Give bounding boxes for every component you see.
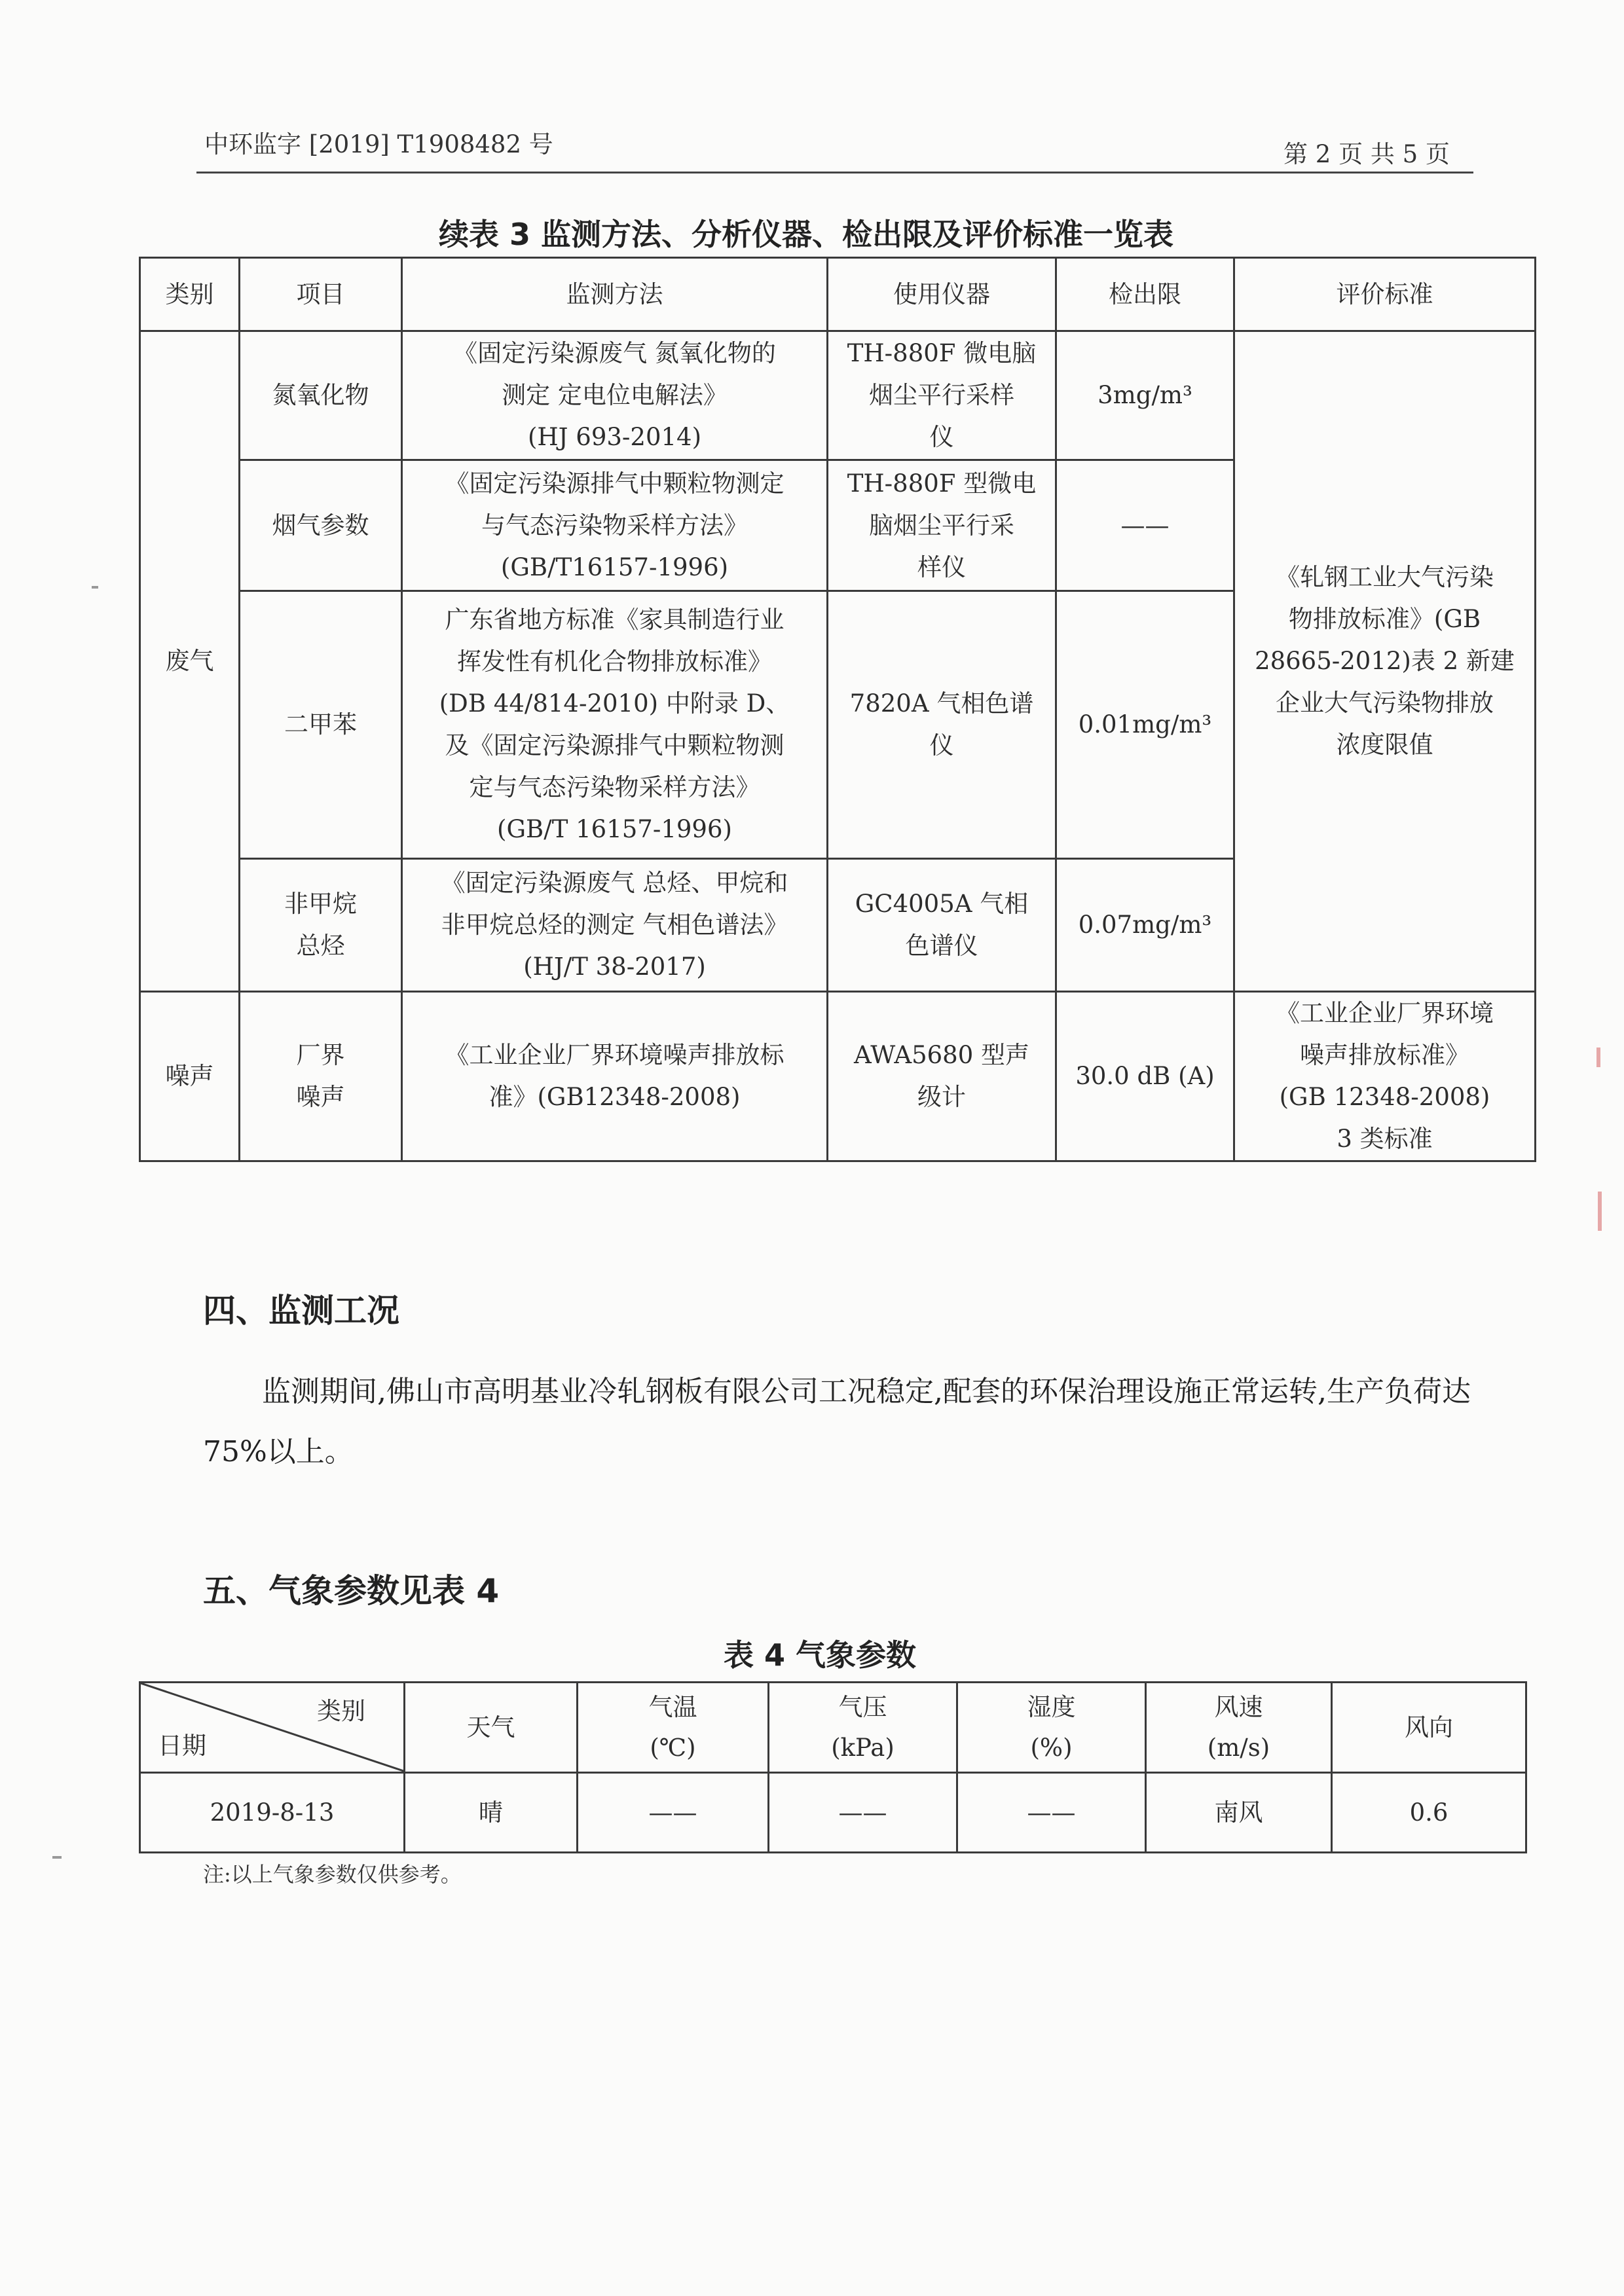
header-instrument: 使用仪器	[828, 258, 1056, 331]
header-line: 湿度	[1027, 1692, 1076, 1721]
standard-line: 浓度限值	[1336, 731, 1433, 759]
header-line: 气温	[648, 1692, 697, 1721]
corner-category-label: 类别	[317, 1697, 365, 1725]
table3-title: 续表 3 监测方法、分析仪器、检出限及评价标准一览表	[439, 217, 1174, 252]
standard-line: 28665-2012)表 2 新建	[1255, 647, 1515, 675]
section4-heading: 四、监测工况	[203, 1292, 399, 1330]
item-cell	[240, 992, 402, 1161]
method-cell	[402, 859, 828, 992]
header-category: 类别	[140, 258, 240, 331]
table4-header-row	[140, 1683, 1526, 1773]
wind-direction-cell: 0.6	[1332, 1773, 1526, 1853]
instrument-line: AWA5680 型声	[853, 1041, 1030, 1069]
humidity-cell: ——	[957, 1773, 1146, 1853]
item-line: 非甲烷	[284, 890, 357, 918]
item-line: 厂界	[296, 1041, 345, 1069]
weather-cell: 晴	[405, 1773, 578, 1853]
method-line: (HJ 693-2014)	[527, 423, 702, 451]
standard-line: 《工业企业厂界环境	[1276, 999, 1494, 1027]
standard-line: 企业大气污染物排放	[1276, 689, 1494, 717]
limit-cell: ——	[1056, 460, 1234, 591]
method-line: 非甲烷总烃的测定 气相色谱法》	[441, 911, 788, 939]
header-weather: 天气	[405, 1683, 578, 1773]
header-unit: (℃)	[650, 1733, 696, 1762]
table4-note: 注:以上气象参数仅供参考。	[203, 1862, 462, 1887]
header-detection-limit: 检出限	[1056, 258, 1234, 331]
instrument-line: 仪	[929, 423, 954, 451]
header-divider	[196, 172, 1473, 173]
instrument-cell	[828, 859, 1056, 992]
corner-date-label: 日期	[158, 1732, 206, 1760]
method-cell	[402, 992, 828, 1161]
section4-text: 监测期间,佛山市高明基业冷轧钢板有限公司工况稳定,配套的环保治理设施正常运转,生产负荷达 75%以上。	[203, 1375, 1471, 1468]
method-line: 广东省地方标准《家具制造行业	[445, 606, 784, 634]
category-noise: 噪声	[140, 992, 240, 1161]
header-line: 气压	[838, 1692, 887, 1721]
item-cell: 二甲苯	[240, 591, 402, 859]
date-cell: 2019-8-13	[140, 1773, 405, 1853]
method-line: 准》(GB12348-2008)	[489, 1083, 741, 1111]
method-line: 《固定污染源排气中颗粒物测定	[445, 469, 784, 498]
method-line: 《固定污染源废气 总烃、甲烷和	[441, 869, 788, 897]
header-item: 项目	[240, 258, 402, 331]
scan-speck	[92, 586, 98, 589]
method-line: 定与气态污染物采样方法》	[469, 773, 760, 801]
instrument-line: 仪	[929, 731, 954, 759]
header-wind-direction: 风向	[1332, 1683, 1526, 1773]
item-line: 总烃	[296, 932, 345, 960]
standard-line: 3 类标准	[1337, 1125, 1433, 1153]
instrument-line: 样仪	[917, 553, 966, 581]
table-row	[140, 331, 1536, 460]
table3-monitoring-methods	[139, 257, 1536, 1162]
limit-cell: 0.07mg/m³	[1056, 859, 1234, 992]
instrument-line: 色谱仪	[905, 932, 978, 960]
seal-edge-mark	[1596, 1048, 1600, 1067]
instrument-line: TH-880F 微电脑	[847, 339, 1037, 367]
standard-line: 物排放标准》(GB	[1288, 605, 1481, 633]
pressure-cell: ——	[769, 1773, 957, 1853]
instrument-line: 烟尘平行采样	[869, 381, 1014, 409]
table-row	[140, 1773, 1526, 1853]
table3-header-row	[140, 258, 1536, 331]
method-cell	[402, 591, 828, 859]
seal-edge-mark	[1598, 1192, 1602, 1231]
method-line: 《固定污染源废气 氮氧化物的	[453, 339, 776, 367]
method-cell	[402, 331, 828, 460]
item-cell: 氮氧化物	[240, 331, 402, 460]
header-wind-speed	[1146, 1683, 1332, 1773]
instrument-cell	[828, 331, 1056, 460]
instrument-line: 级计	[917, 1083, 966, 1111]
standard-cell-air	[1234, 331, 1536, 992]
instrument-line: TH-880F 型微电	[847, 469, 1037, 498]
method-line: (GB/T 16157-1996)	[497, 815, 732, 843]
section5-heading: 五、气象参数见表 4	[203, 1572, 500, 1610]
instrument-line: GC4005A 气相	[855, 890, 1029, 918]
instrument-cell	[828, 460, 1056, 591]
header-humidity	[957, 1683, 1146, 1773]
instrument-cell	[828, 591, 1056, 859]
item-line: 噪声	[296, 1083, 345, 1111]
standard-line: 《轧钢工业大气污染	[1276, 563, 1494, 591]
instrument-cell	[828, 992, 1056, 1161]
method-line: 测定 定电位电解法》	[502, 381, 728, 409]
method-line: (GB/T16157-1996)	[500, 553, 729, 581]
limit-cell: 0.01mg/m³	[1056, 591, 1234, 859]
method-line: 与气态污染物采样方法》	[481, 511, 748, 539]
item-cell: 烟气参数	[240, 460, 402, 591]
instrument-line: 脑烟尘平行采	[869, 511, 1014, 539]
header-unit: (kPa)	[831, 1733, 895, 1762]
limit-cell: 3mg/m³	[1056, 331, 1234, 460]
method-cell	[402, 460, 828, 591]
standard-line: 噪声排放标准》	[1300, 1041, 1469, 1069]
header-pressure	[769, 1683, 957, 1773]
method-line: 及《固定污染源排气中颗粒物测	[445, 731, 784, 759]
wind-speed-cell: 南风	[1146, 1773, 1332, 1853]
document-number: 中环监字 [2019] T1908482 号	[204, 130, 553, 158]
method-line: 挥发性有机化合物排放标准》	[457, 647, 772, 676]
header-unit: (m/s)	[1207, 1733, 1270, 1762]
item-cell	[240, 859, 402, 992]
category-exhaust-gas: 废气	[140, 331, 240, 992]
scan-speck	[52, 1856, 62, 1859]
table4-title: 表 4 气象参数	[724, 1637, 917, 1673]
section4-paragraph	[203, 1362, 1473, 1482]
standard-line: (GB 12348-2008)	[1279, 1083, 1490, 1111]
header-temperature	[578, 1683, 769, 1773]
instrument-line: 7820A 气相色谱	[849, 689, 1034, 718]
table4-weather-parameters	[139, 1681, 1527, 1853]
limit-cell: 30.0 dB (A)	[1056, 992, 1234, 1161]
method-line: 《工业企业厂界环境噪声排放标	[445, 1041, 784, 1069]
temperature-cell: ——	[578, 1773, 769, 1853]
header-unit: (%)	[1030, 1733, 1073, 1762]
method-line: (DB 44/814-2010) 中附录 D、	[439, 689, 790, 718]
header-standard: 评价标准	[1234, 258, 1536, 331]
header-method: 监测方法	[402, 258, 828, 331]
page-indicator: 第 2 页 共 5 页	[1283, 140, 1450, 168]
header-line: 风速	[1214, 1692, 1263, 1721]
standard-cell-noise	[1234, 992, 1536, 1161]
table4-corner-cell	[140, 1683, 405, 1773]
table-row	[140, 992, 1536, 1161]
method-line: (HJ/T 38-2017)	[523, 953, 706, 981]
